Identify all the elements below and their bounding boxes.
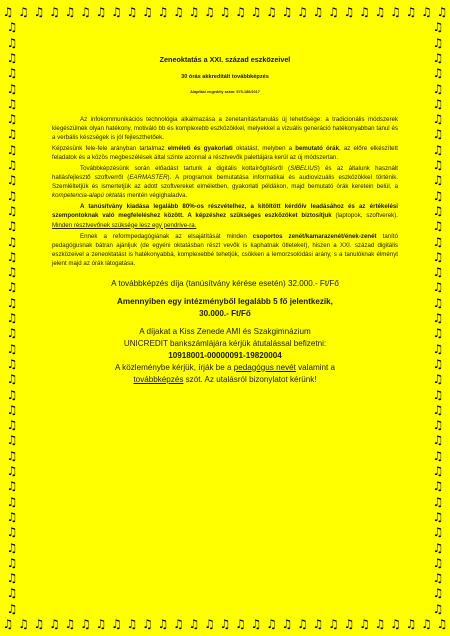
music-note-icon: ♫	[432, 402, 444, 417]
music-note-icon: ♫	[219, 5, 231, 19]
music-note-icon: ♫	[432, 173, 444, 188]
music-note-icon: ♫	[6, 265, 18, 280]
music-note-icon: ♫	[432, 372, 444, 387]
music-note-icon: ♫	[235, 5, 246, 19]
music-note-icon: ♫	[18, 5, 29, 19]
music-note-icon: ♫	[80, 617, 91, 631]
bank-account-number: 10918001-00000091-19820004	[168, 350, 282, 360]
music-note-icon: ♫	[6, 142, 18, 157]
music-note-icon: ♫	[432, 81, 444, 96]
music-note-icon: ♫	[432, 341, 444, 356]
music-note-icon: ♫	[6, 464, 18, 478]
music-note-icon: ♫	[405, 5, 417, 19]
music-note-icon: ♫	[64, 617, 76, 631]
music-note-icon: ♫	[6, 555, 18, 570]
music-note-icon: ♫	[6, 127, 18, 142]
music-note-icon: ♫	[6, 203, 18, 218]
music-note-icon: ♫	[33, 5, 45, 19]
discount-line: Amennyiben egy intézményből legalább 5 fő jelentkezik,	[117, 296, 333, 306]
music-note-icon: ♫	[390, 617, 401, 631]
music-note-icon: ♫	[6, 372, 18, 387]
page-subtitle: 30 órás akkreditált továbbképzés	[181, 74, 269, 80]
music-note-icon: ♫	[432, 20, 444, 35]
music-note-icon: ♫	[432, 112, 444, 127]
music-note-icon: ♫	[64, 5, 76, 19]
music-note-icon: ♫	[6, 311, 18, 325]
music-note-icon: ♫	[432, 188, 444, 203]
music-note-icon: ♫	[432, 586, 444, 601]
music-note-icon: ♫	[432, 540, 444, 555]
music-note-icon: ♫	[6, 433, 18, 448]
music-note-icon: ♫	[312, 617, 324, 631]
music-note-icon: ♫	[432, 127, 444, 142]
music-note-icon: ♫	[432, 433, 444, 448]
music-note-icon: ♫	[219, 617, 231, 631]
music-note-icon: ♫	[6, 280, 18, 295]
music-note-icon: ♫	[432, 295, 444, 310]
music-note-icon: ♫	[432, 35, 444, 50]
music-note-icon: ♫	[297, 617, 308, 631]
music-note-icon: ♫	[432, 418, 444, 433]
music-note-icon: ♫	[312, 5, 324, 19]
music-note-icon: ♫	[6, 188, 18, 203]
music-note-icon: ♫	[432, 142, 444, 157]
recommendation-paragraph: Ennek a reformpedagógiának az elsajátítását minden csoportos zenét/kamarazenét/ének-zenét tanító pedagógusnak bátran ajánljuk (de egyéni oktatásban részt vevők is kaphatnak ötleteket), hiszen a XXI. század digitális eszközeivel a zeneoktatást is hatékonyabbá, komplexebbé tehetjük, csökken a lemorzsolódási arány, s a tanulóknak élményt jelent majd az órák látogatása.	[52, 232, 398, 267]
music-note-icon: ♫	[432, 509, 444, 524]
music-note-icon: ♫	[6, 601, 18, 616]
music-note-icon: ♫	[188, 617, 200, 631]
music-note-icon: ♫	[281, 617, 293, 631]
music-note-icon: ♫	[111, 5, 122, 19]
music-note-icon: ♫	[421, 617, 432, 631]
music-note-icon: ♫	[6, 494, 18, 509]
music-note-icon: ♫	[359, 5, 370, 19]
music-note-icon: ♫	[432, 311, 444, 325]
music-note-icon: ♫	[2, 617, 14, 631]
music-note-icon: ♫	[432, 96, 444, 111]
music-note-icon: ♫	[405, 617, 417, 631]
music-note-icon: ♫	[432, 50, 444, 65]
music-note-icon: ♫	[188, 5, 200, 19]
music-note-icon: ♫	[6, 35, 18, 50]
music-note-icon: ♫	[432, 464, 444, 478]
music-note-icon: ♫	[343, 617, 355, 631]
music-note-icon: ♫	[432, 280, 444, 295]
music-note-icon: ♫	[157, 5, 169, 19]
music-note-icon: ♫	[6, 571, 18, 586]
music-note-icon: ♫	[6, 50, 18, 65]
music-note-icon: ♫	[6, 525, 18, 540]
music-note-icon: ♫	[111, 617, 122, 631]
payment-instruction: UNICREDIT bankszámlájára kérjük átutalással befizetni:	[123, 338, 327, 348]
music-note-icon: ♫	[432, 326, 444, 341]
software-paragraph: Továbbképzésünk során előadást tartunk a digitális kottaírőgítésről (SIBELIUS) és az általunk használt hallásfejlesztő szoftverről (EARMASTER). A programok bemutatása informatikai és audiovizuális eszközökkel történik. Szemléltetjük és ismertetjük az adott szoftvereket elméletben, gyakorlati példákon, majd bemutató órák keretein belül, a kompetencia-alapú oktatás mentén végighaladva.	[52, 165, 398, 200]
permit-number: Alapítási engedély szám: 575-186/2017	[190, 90, 260, 94]
music-note-icon: ♫	[390, 5, 401, 19]
music-note-icon: ♫	[6, 295, 18, 310]
music-note-icon: ♫	[157, 617, 169, 631]
music-note-icon: ♫	[374, 617, 386, 631]
music-note-icon: ♫	[6, 66, 18, 81]
music-note-icon: ♫	[266, 5, 277, 19]
music-note-icon: ♫	[6, 158, 18, 172]
music-note-icon: ♫	[49, 617, 60, 631]
music-note-icon: ♫	[432, 356, 444, 371]
music-note-icon: ♫	[126, 617, 138, 631]
music-note-icon: ♫	[250, 5, 262, 19]
music-note-icon: ♫	[432, 601, 444, 616]
music-note-icon: ♫	[432, 249, 444, 264]
music-note-icon: ♫	[432, 525, 444, 540]
music-note-icon: ♫	[142, 5, 153, 19]
music-note-icon: ♫	[6, 418, 18, 433]
music-note-icon: ♫	[432, 219, 444, 234]
music-note-icon: ♫	[343, 5, 355, 19]
music-note-icon: ♫	[6, 448, 18, 463]
music-note-icon: ♫	[204, 617, 215, 631]
music-note-icon: ♫	[6, 219, 18, 234]
fee-line: A továbbképzés díja (tanúsítvány kérése esetén) 32.000.- Ft/Fő	[111, 278, 339, 288]
music-note-icon: ♫	[421, 5, 432, 19]
music-note-icon: ♫	[374, 5, 386, 19]
music-note-icon: ♫	[18, 617, 29, 631]
music-note-icon: ♫	[432, 571, 444, 586]
music-note-icon: ♫	[95, 617, 107, 631]
music-note-icon: ♫	[6, 341, 18, 356]
music-note-icon: ♫	[6, 356, 18, 371]
music-note-icon: ♫	[432, 203, 444, 218]
music-note-icon: ♫	[204, 5, 215, 19]
music-note-icon: ♫	[436, 5, 448, 19]
music-note-icon: ♫	[328, 5, 339, 19]
music-note-icon: ♫	[6, 112, 18, 127]
music-note-icon: ♫	[432, 158, 444, 172]
music-note-icon: ♫	[6, 479, 18, 494]
music-note-icon: ♫	[173, 5, 184, 19]
music-note-icon: ♫	[432, 234, 444, 249]
reference-note: A közleménybe kérjük, írják be a pedagógus nevét valamint a továbbképzés szót. Az utalásról bizonylatot kérünk!	[114, 362, 336, 384]
flyer-content	[52, 55, 398, 386]
music-note-icon: ♫	[250, 617, 262, 631]
music-note-icon: ♫	[6, 509, 18, 524]
music-note-icon: ♫	[432, 494, 444, 509]
certificate-paragraph: A tanúsítvány kiadása legalább 80%-os részvételhez, a kitöltött kérdőív leadásához és az értékelési szempontoknak való megfeleléshez között. A képzéshez szükséges eszközöket biztosítjuk (laptopok, szoftverek). Minden résztvevőnek szüksége lesz egy pendrive-ra.	[52, 203, 398, 229]
music-note-icon: ♫	[126, 5, 138, 19]
music-note-icon: ♫	[6, 387, 18, 402]
music-note-icon: ♫	[33, 617, 45, 631]
music-note-icon: ♫	[173, 617, 184, 631]
music-note-icon: ♫	[432, 479, 444, 494]
music-note-icon: ♫	[95, 5, 107, 19]
music-note-icon: ♫	[266, 617, 277, 631]
music-note-icon: ♫	[297, 5, 308, 19]
music-note-icon: ♫	[6, 96, 18, 111]
intro-paragraph: Az infokommunikációs technológia alkalmazása a zenetanítás/tanulás új lehetősége: a tradicionális módszerek kiegészülnek olyan hatékony, motiváló bb és komplexebb eszközökkel, melyekkel a vizuális generáció hatékonyabban tanul és a verbális készségek is jól fejleszthetőek.	[52, 116, 398, 142]
music-note-icon: ♫	[6, 326, 18, 341]
music-note-icon: ♫	[80, 5, 91, 19]
music-note-icon: ♫	[6, 234, 18, 249]
music-note-icon: ♫	[6, 249, 18, 264]
music-note-icon: ♫	[432, 265, 444, 280]
music-note-icon: ♫	[6, 402, 18, 417]
music-note-icon: ♫	[359, 617, 370, 631]
music-note-icon: ♫	[2, 5, 14, 19]
music-note-icon: ♫	[142, 617, 153, 631]
music-note-icon: ♫	[6, 586, 18, 601]
music-note-icon: ♫	[6, 20, 18, 35]
music-note-icon: ♫	[328, 617, 339, 631]
music-note-icon: ♫	[432, 387, 444, 402]
music-note-icon: ♫	[281, 5, 293, 19]
music-note-icon: ♫	[432, 555, 444, 570]
music-note-icon: ♫	[6, 81, 18, 96]
training-structure-paragraph: Képzésünk fele-fele arányban tartalmaz elméleti és gyakorlati oktatást, melyben a bemutató órák, az előre elkészített feladatok és a közös megbeszélések által szinte azonnal a résztvevők palettájára kerül az új módszertan.	[52, 145, 398, 162]
music-note-icon: ♫	[235, 617, 246, 631]
music-note-icon: ♫	[432, 66, 444, 81]
payment-line: A díjakat a Kiss Zenede AMI és Szakgimnázium	[139, 326, 311, 336]
music-note-icon: ♫	[436, 617, 448, 631]
page-title: Zeneoktatás a XXI. század eszközeivel	[159, 55, 291, 64]
music-note-icon: ♫	[6, 173, 18, 188]
music-note-icon: ♫	[432, 448, 444, 463]
music-note-icon: ♫	[6, 540, 18, 555]
music-note-icon: ♫	[49, 5, 60, 19]
discount-price: 30.000.- Ft/Fő	[199, 308, 251, 318]
